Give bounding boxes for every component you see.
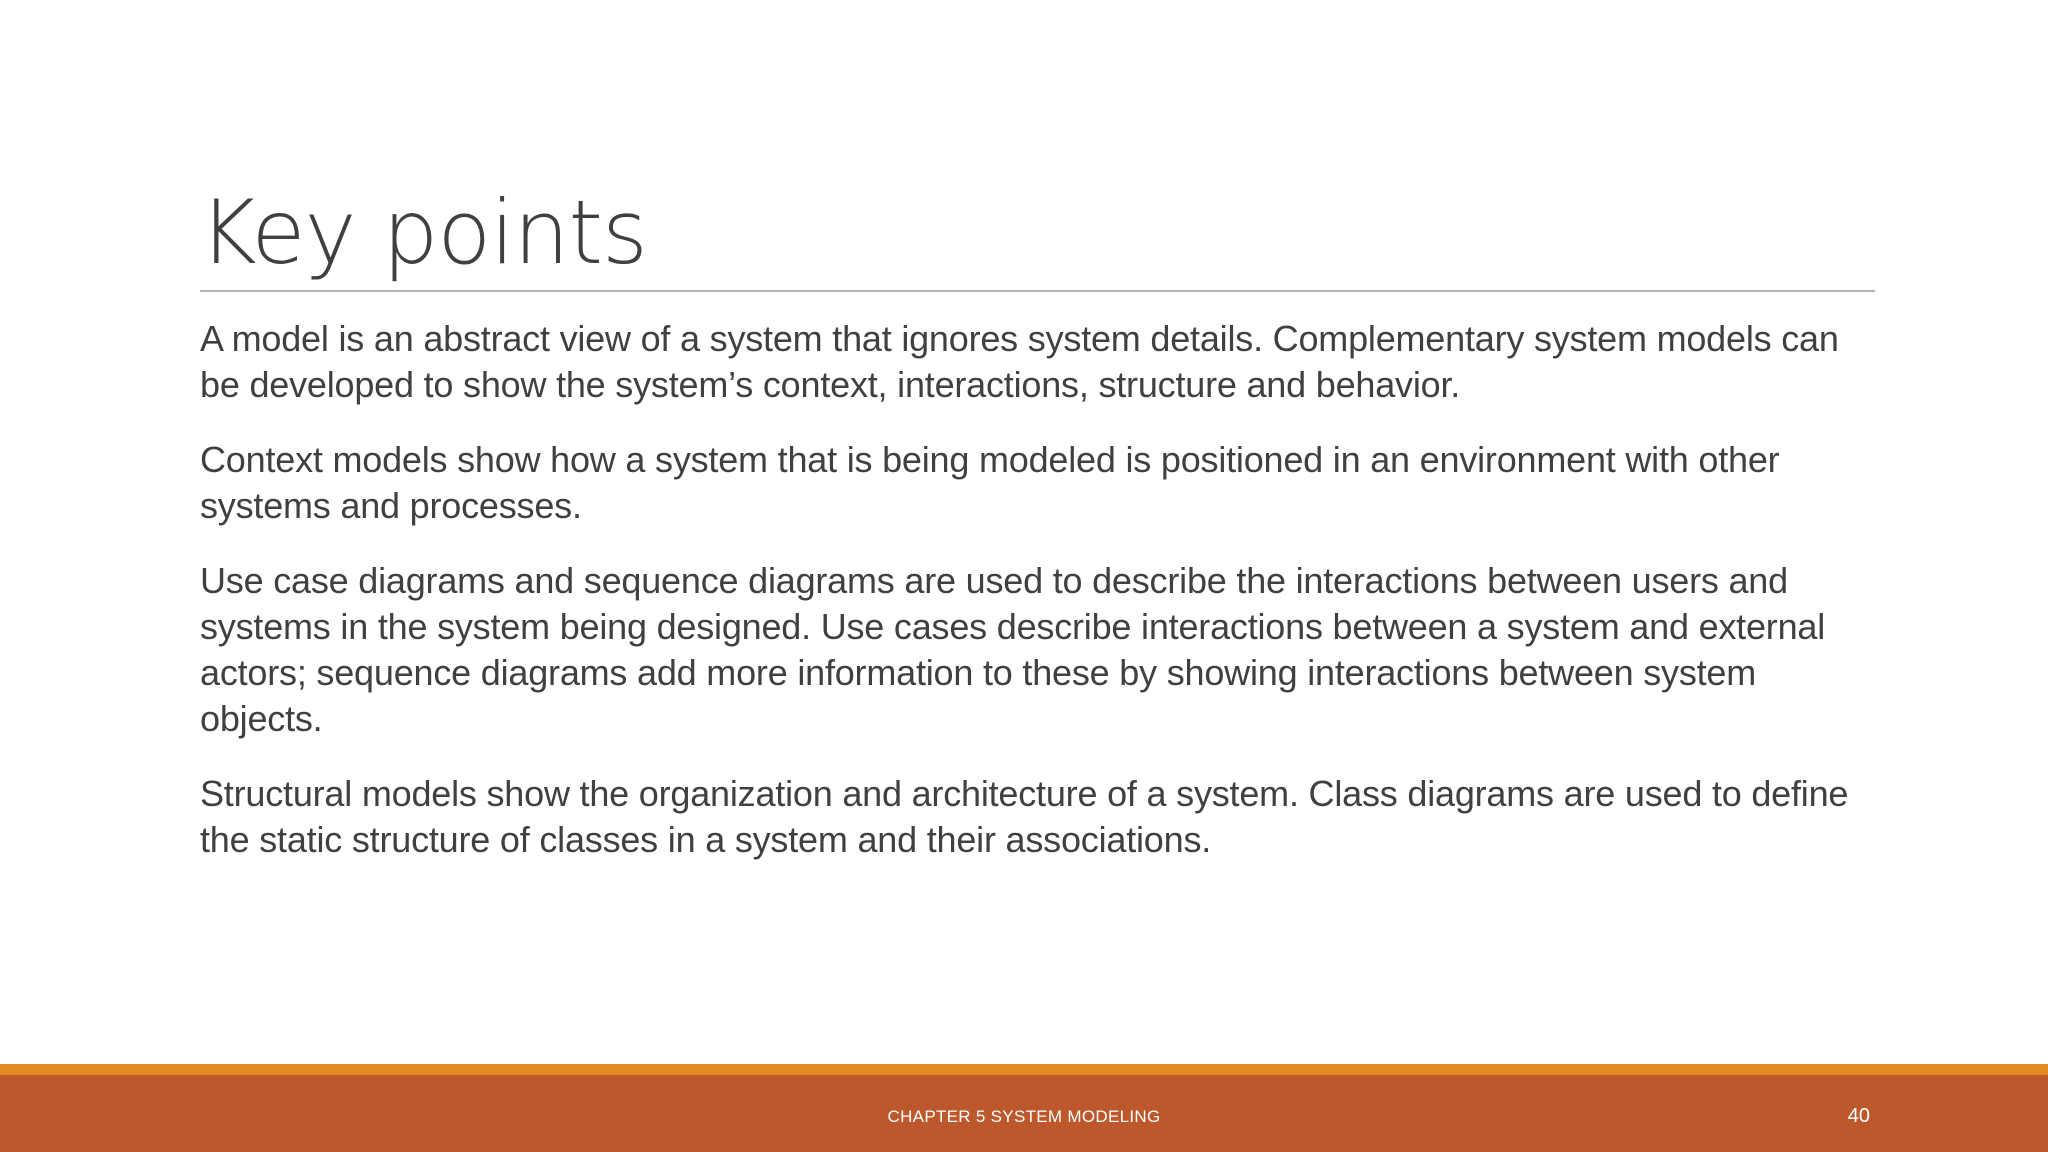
page-number: 40 <box>1847 1105 1870 1127</box>
key-point-paragraph: Context models show how a system that is being modeled is positioned in an environment with other systems and processes. <box>200 439 1780 526</box>
slide-body <box>200 316 1880 892</box>
footer-chapter-label: CHAPTER 5 SYSTEM MODELING <box>887 1107 1161 1126</box>
slide-title: Key points <box>199 181 647 284</box>
footer-accent-stripe <box>0 1064 2048 1075</box>
title-divider <box>200 290 1875 292</box>
key-point-paragraph: Structural models show the organization and architecture of a system. Class diagrams are used to define the static structure of classes in a system and their associations. <box>200 773 1849 860</box>
key-point-paragraph: Use case diagrams and sequence diagrams are used to describe the interactions between users and systems in the system being designed. Use cases describe interactions between a system and external actors; sequence diagrams add more information to these by showing interactions between system objects. <box>200 560 1826 739</box>
key-point-paragraph: A model is an abstract view of a system that ignores system details. Complementary system models can be developed to show the system’s context, interactions, structure and behavior. <box>200 318 1839 405</box>
